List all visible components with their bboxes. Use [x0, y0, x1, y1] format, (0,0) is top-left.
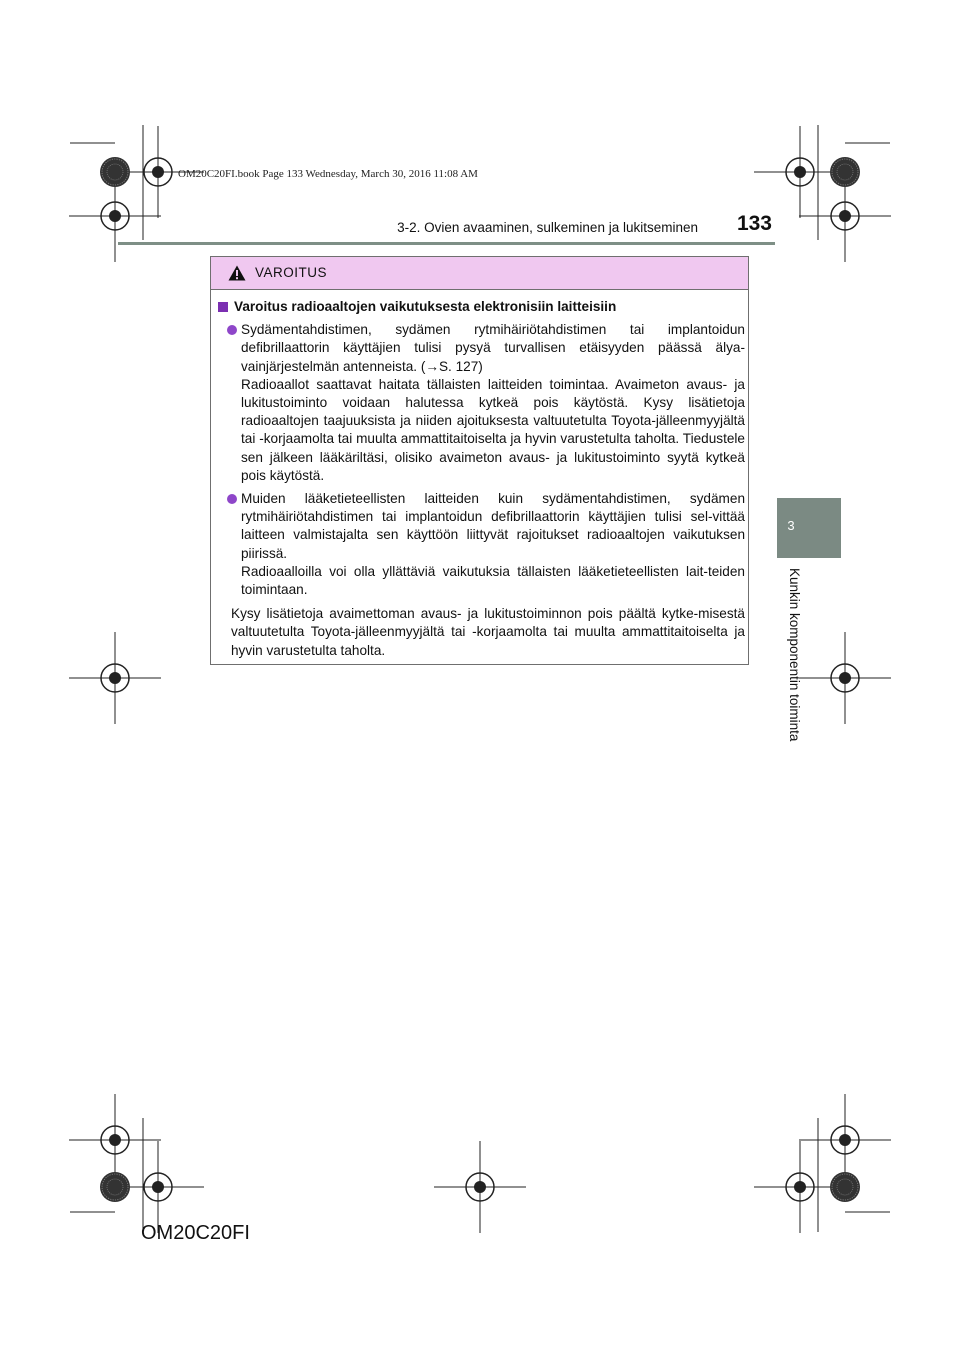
warning-header — [211, 257, 748, 290]
chapter-title — [784, 568, 804, 758]
warning-subheading — [218, 298, 745, 316]
registration-mark — [434, 1141, 526, 1233]
starburst-mark — [830, 1172, 860, 1202]
square-bullet-icon — [218, 302, 228, 312]
warning-triangle-icon — [228, 265, 246, 281]
chapter-title-text: Kunkin komponentin toiminta — [787, 568, 802, 742]
bullet-paragraph: Muiden lääketieteellisten laitteiden kuin sydämentahdistimen, sydämen rytmihäiriötahdistimen tai implantoidun defibrillaattorin käyttäjien tulisi sel-vittää laitteen valmistajalta sen käyttöön liittyvät rajoitukset radioaaltojen vaikutuksen piirissä. — [241, 491, 745, 561]
warning-body — [218, 298, 745, 660]
round-bullet-icon — [227, 494, 237, 504]
document-code: OM20C20FI — [141, 1222, 250, 1244]
registration-mark — [69, 632, 161, 724]
round-bullet-icon — [227, 325, 237, 335]
section-title: 3-2. Ovien avaaminen, sulkeminen ja lukitseminen — [397, 220, 698, 235]
starburst-mark — [830, 157, 860, 187]
header-rule — [118, 242, 775, 245]
bullet-item — [218, 490, 745, 599]
page-number: 133 — [736, 212, 772, 235]
chapter-number: 3 — [787, 518, 795, 533]
book-info: OM20C20FI.book Page 133 Wednesday, March 30, 2016 11:08 AM — [178, 168, 478, 180]
warning-note: Kysy lisätietoja avaimettoman avaus- ja lukitustoiminnon pois päältä kytke-misestä valtuutetulta Toyota-jälleenmyyjältä tai -korjaamolta tai muulta ammattitaitoiselta ja hyvin varustetulta taholta. — [231, 606, 745, 658]
bullet-item — [218, 321, 745, 485]
bullet-paragraph: Radioaallot saattavat haitata tällaisten laitteiden toimintaa. Avaimeton avaus- ja lukitustoiminto voidaan halutessa kytkeä pois käytöstä. Kysy lisätietoja radioaaltojen taajuuksista ja niiden ajoituksesta valtuutetulta Toyota-jälleenmyyjältä tai -korjaamolta tai muulta ammattitaitoiselta ja hyvin varustetulta taholta. Tiedustele sen jälkeen lääkäriltäsi, olisiko avaimeton avaus- ja lukitustoiminto syytä kytkeä pois käytöstä. — [241, 376, 745, 483]
starburst-mark — [100, 1172, 130, 1202]
starburst-mark — [100, 157, 130, 187]
bullet-paragraph: Sydämentahdistimen, sydämen rytmihäiriötahdistimen tai implantoidun defibrillaattorin käyttäjien tulisi pysyä turvallisen etäisyyden päässä älya-vainjärjestelmän antenneista. (→S. 127) — [241, 322, 745, 374]
registration-mark — [799, 632, 891, 724]
warning-box — [210, 256, 749, 665]
warning-title: VAROITUS — [255, 265, 328, 280]
bullet-paragraph: Radioaalloilla voi olla yllättäviä vaikutuksia tällaisten lääketieteellisten lait-teiden toimintaan. — [241, 563, 745, 598]
warning-subheading-text: Varoitus radioaaltojen vaikutuksesta elektronisiin laitteisiin — [234, 299, 617, 314]
